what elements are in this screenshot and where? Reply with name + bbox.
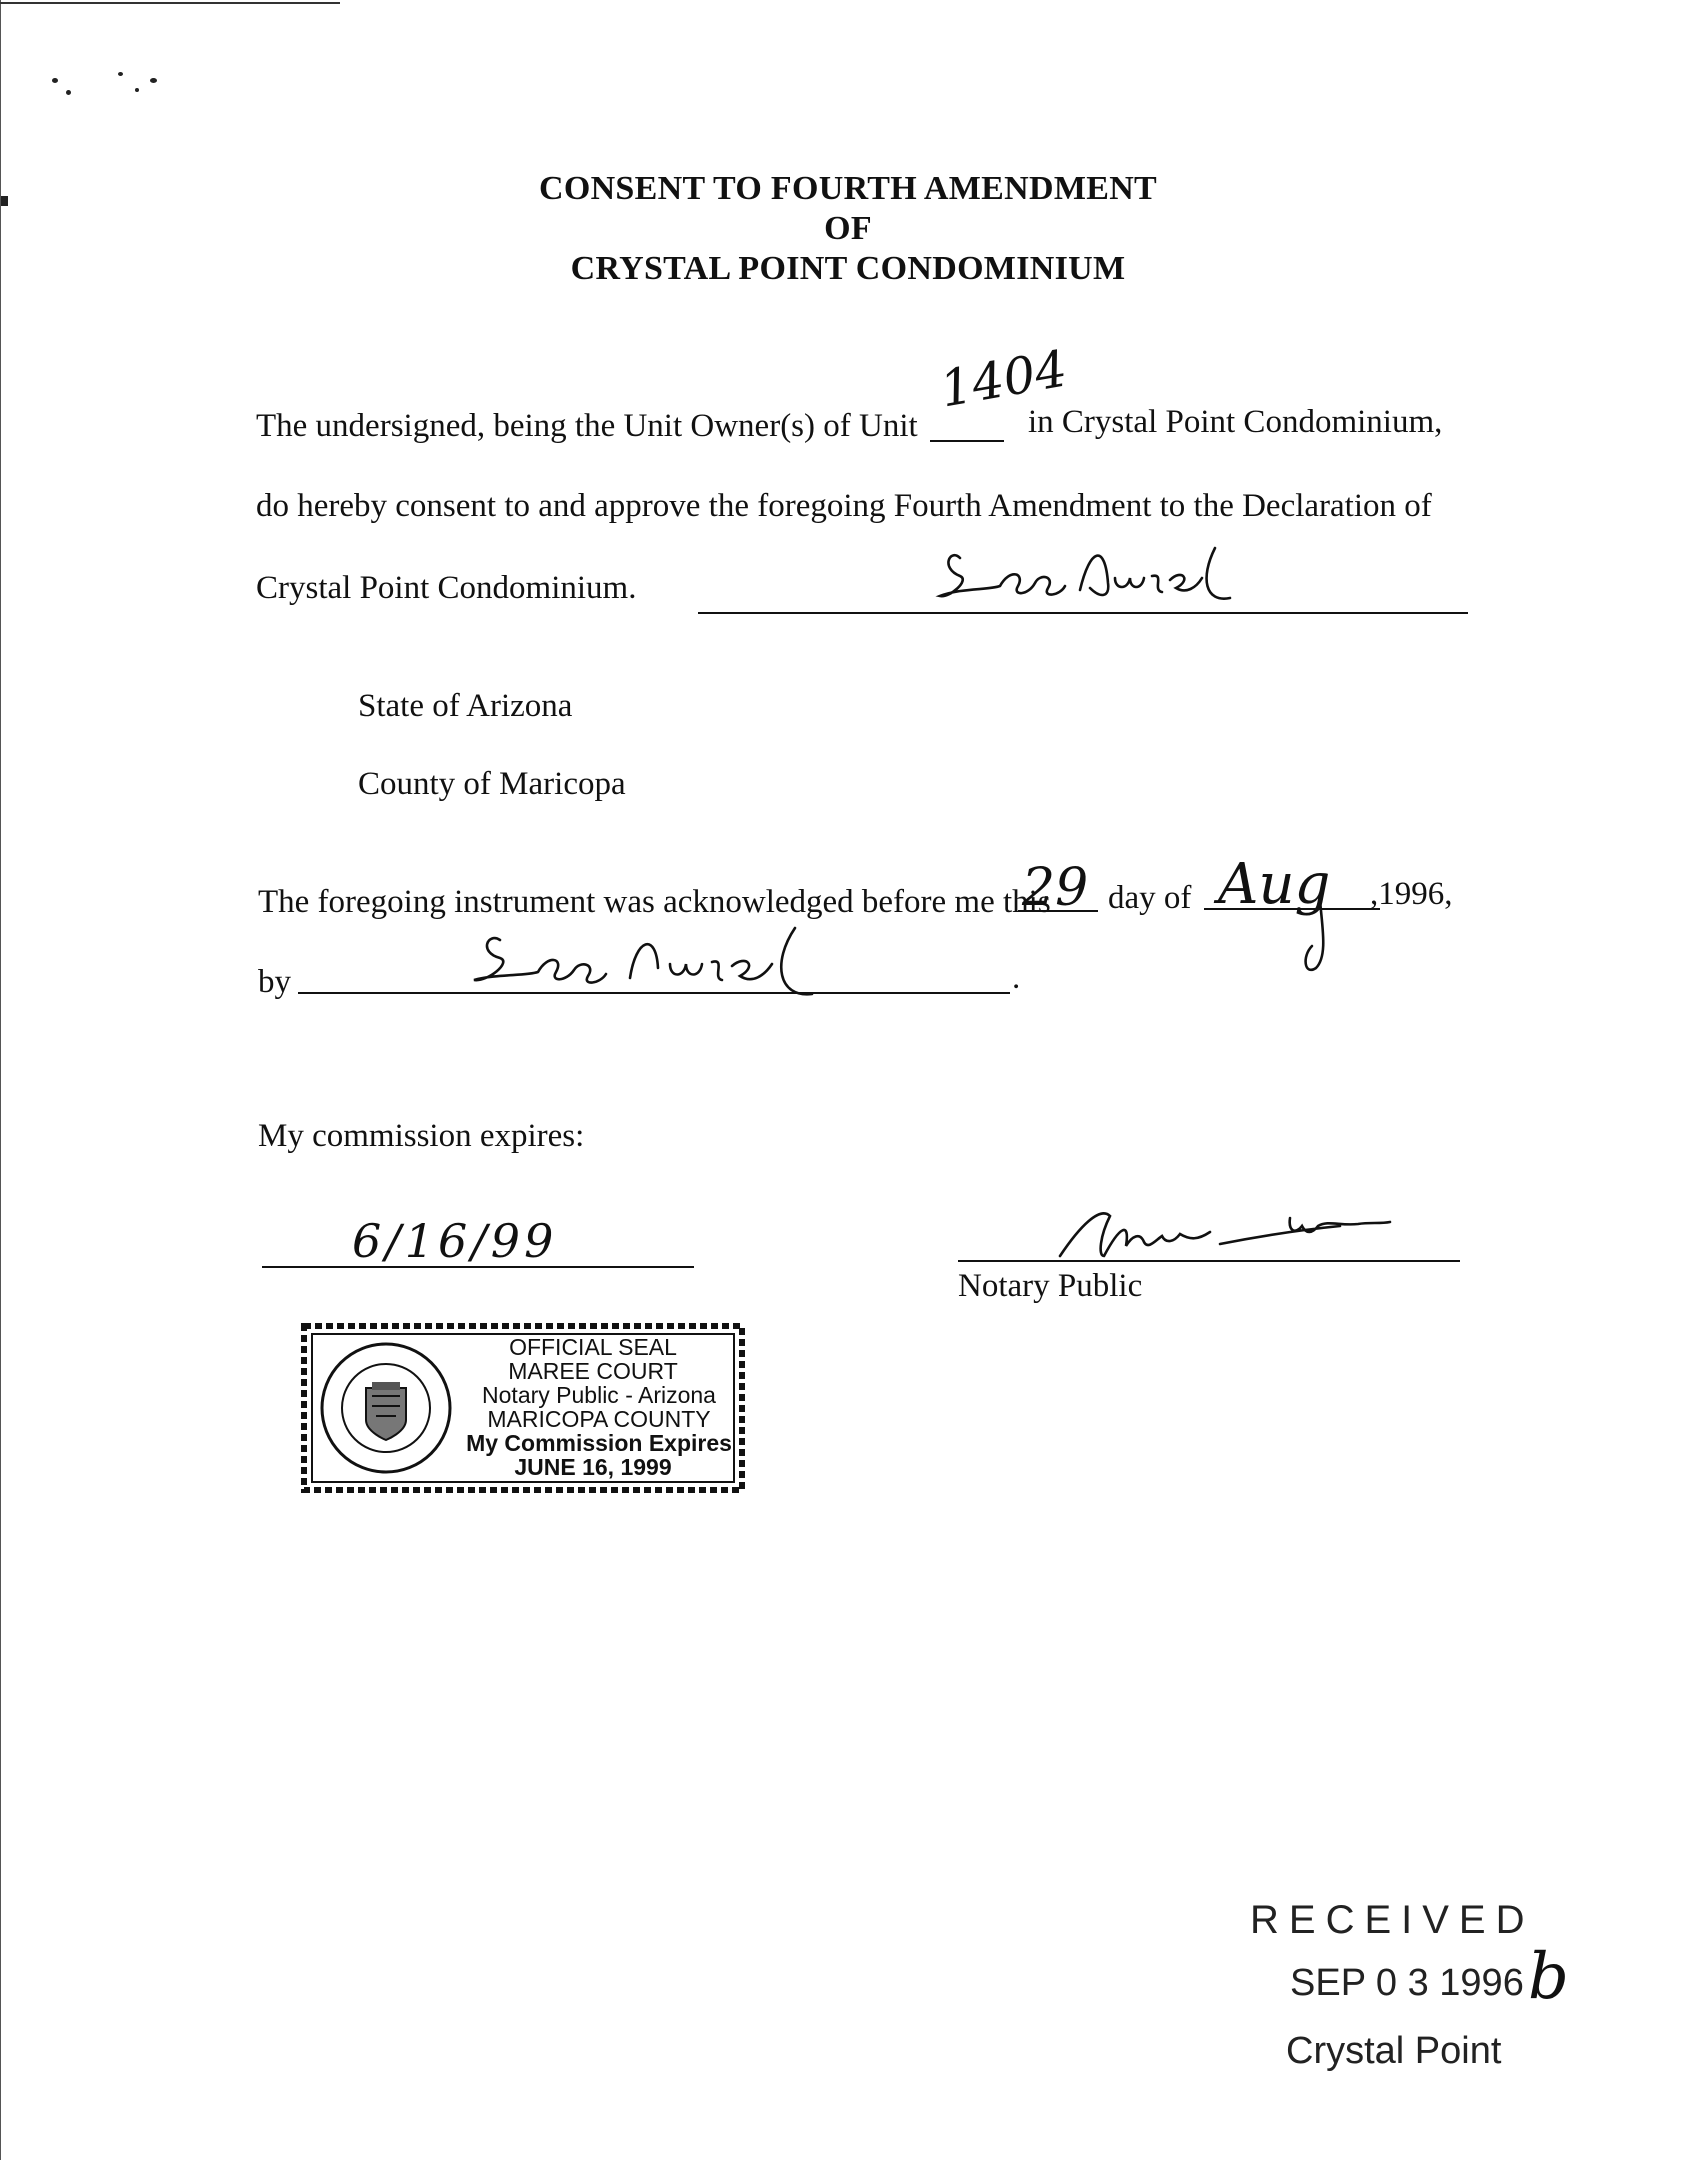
received-stamp-word: RECEIVED (1250, 1898, 1535, 1942)
owner-signature (930, 528, 1270, 618)
by-signature (460, 918, 860, 1008)
consent-text-part-2: in Crystal Point Condominium, (1028, 404, 1443, 440)
consent-text-line-3: Crystal Point Condominium. (256, 570, 637, 606)
commission-label: My commission expires: (258, 1118, 585, 1154)
day-handwritten: 29 (1022, 858, 1089, 918)
scan-edge-line (0, 0, 1, 2160)
scan-speck (52, 78, 58, 83)
by-period: . (1012, 960, 1021, 996)
scan-speck (118, 72, 123, 76)
scan-speck (135, 88, 139, 92)
seal-text-county: MARICOPA COUNTY (487, 1406, 711, 1432)
unit-number-handwritten: 1404 (935, 339, 1072, 419)
notary-public-label: Notary Public (958, 1268, 1143, 1304)
acknowledgement-text-part-1: The foregoing instrument was acknowledged before me this (258, 884, 1051, 920)
document-title-line-2: OF (824, 210, 872, 247)
seal-text-notary-public: Notary Public - Arizona (482, 1382, 716, 1408)
county-label: County of Maricopa (358, 766, 626, 802)
seal-text-official-seal: OFFICIAL SEAL (509, 1334, 677, 1360)
arizona-state-seal-emblem (318, 1340, 454, 1476)
received-stamp-initial: b (1528, 1940, 1569, 2014)
consent-text-line-2: do hereby consent to and approve the foregoing Fourth Amendment to the Declaration of (256, 488, 1432, 524)
received-stamp-place: Crystal Point (1286, 2030, 1502, 2072)
scan-top-line (0, 2, 340, 4)
consent-text-part-1: The undersigned, being the Unit Owner(s) of Unit (256, 408, 918, 444)
month-handwritten-tail (1298, 896, 1338, 976)
seal-text-name: MAREE COURT (508, 1358, 678, 1384)
notary-signature (1040, 1196, 1440, 1276)
month-handwritten: Aug (1218, 852, 1331, 917)
acknowledgement-text-part-2: day of (1108, 880, 1192, 916)
scan-speck (150, 78, 157, 83)
seal-text-commission-expires: My Commission Expires (466, 1430, 732, 1456)
official-seal-stamp (300, 1322, 746, 1494)
commission-date-handwritten: 6/16/99 (352, 1214, 558, 1268)
by-label: by (258, 964, 291, 1000)
state-label: State of Arizona (358, 688, 573, 724)
received-stamp-date: SEP 0 3 1996 (1290, 1962, 1524, 2004)
acknowledgement-text-part-3: ,1996, (1370, 876, 1453, 912)
unit-number-line (930, 440, 1004, 442)
scan-speck (66, 90, 71, 95)
document-title-line-1: CONSENT TO FOURTH AMENDMENT (538, 170, 1158, 207)
seal-text-expiry-date: JUNE 16, 1999 (514, 1454, 672, 1480)
document-title-line-3: CRYSTAL POINT CONDOMINIUM (570, 250, 1126, 287)
